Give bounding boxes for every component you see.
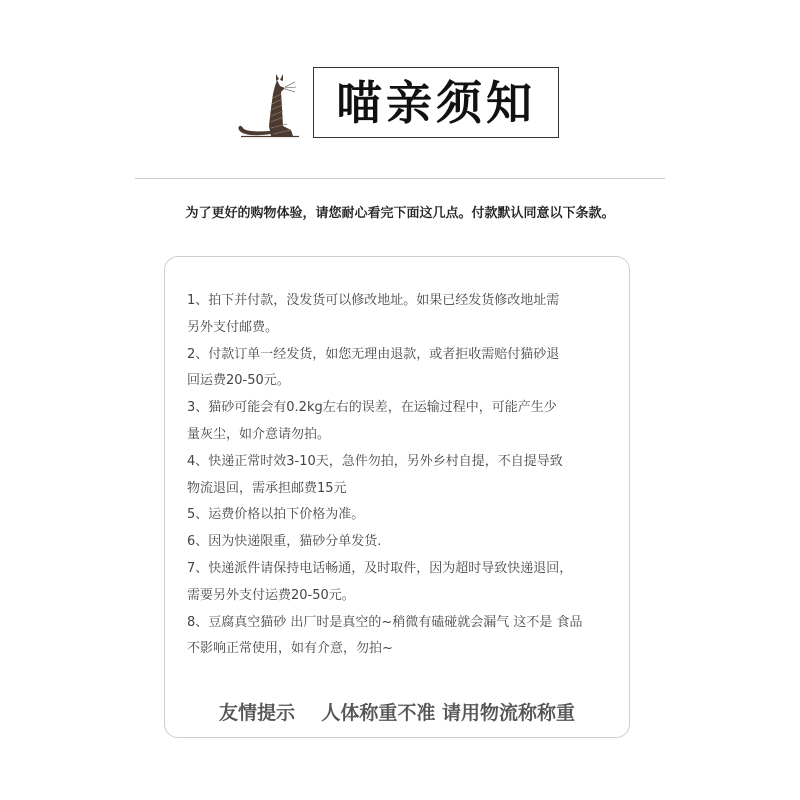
friendly-reminder: 友情提示 人体称重不准 请用物流称称重 [218, 702, 576, 724]
page-title: 喵亲须知 [336, 75, 536, 130]
rule-line: 物流退回，需承担邮费15元 [187, 480, 347, 496]
rules-list [187, 288, 627, 663]
intro-text: 为了更好的购物体验，请您耐心看完下面这几点。付款默认同意以下条款。 [185, 206, 615, 221]
rule-line: 量灰尘，如介意请勿拍。 [187, 426, 331, 442]
rule-item-6 [187, 529, 627, 556]
rule-item-7 [187, 556, 627, 610]
rule-line: 4、快递正常时效3-10天，急件勿拍，另外乡村自提，不自提导致 [187, 453, 563, 469]
rule-line: 3、猫砂可能会有0.2kg左右的误差，在运输过程中，可能产生少 [187, 400, 557, 416]
rule-item-4 [187, 449, 627, 503]
rule-line: 另外支付邮费。 [187, 319, 279, 335]
divider [135, 178, 665, 179]
cat-silhouette-icon [233, 68, 305, 140]
rule-item-8 [187, 610, 627, 664]
rule-line: 6、因为快递限重，猫砂分单发货. [187, 534, 382, 550]
rule-line: 7、快递派件请保持电话畅通，及时取件，因为超时导致快递退回， [187, 560, 573, 576]
rule-line: 8、豆腐真空猫砂 出厂时是真空的~稍微有磕碰就会漏气 这不是 食品 [187, 614, 583, 630]
rule-line: 不影响正常使用，如有介意，勿拍~ [187, 641, 393, 657]
rule-line: 5、运费价格以拍下价格为准。 [187, 507, 365, 523]
rule-line: 2、付款订单一经发货，如您无理由退款，或者拒收需赔付猫砂退 [187, 346, 560, 362]
rule-item-5 [187, 502, 627, 529]
rule-item-2 [187, 342, 627, 396]
rule-line: 需要另外支付运费20-50元。 [187, 587, 355, 603]
rule-item-3 [187, 395, 627, 449]
rule-item-1 [187, 288, 627, 342]
title-box [313, 67, 559, 138]
rule-line: 1、拍下并付款，没发货可以修改地址。如果已经发货修改地址需 [187, 293, 560, 308]
rule-line: 回运费20-50元。 [187, 373, 290, 389]
